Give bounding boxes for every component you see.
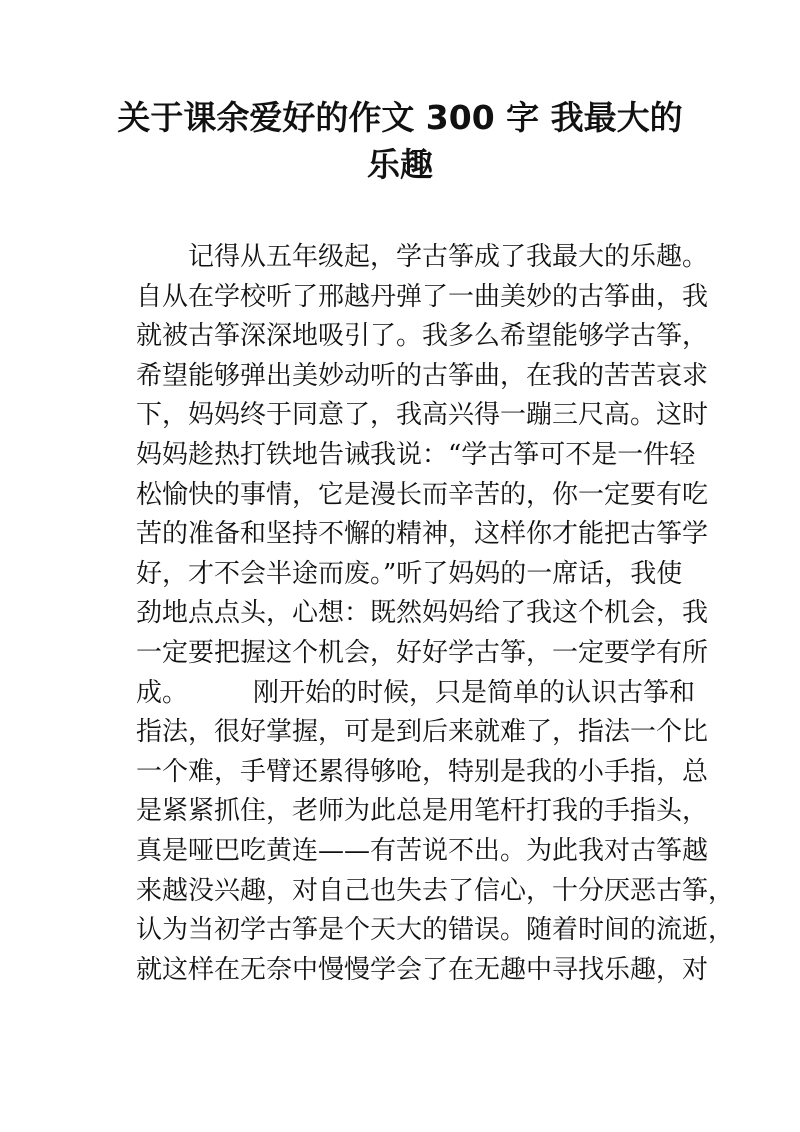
body-line: 指法，很好掌握，可是到后来就难了，指法一个比 <box>136 717 709 748</box>
body-line: 成。 刚开始的时候，只是简单的认识古筝和 <box>136 677 696 708</box>
body-line: 劲地点点头，心想：既然妈妈给了我这个机会，我 <box>136 598 709 629</box>
body-line: 一个难，手臂还累得够呛，特别是我的小手指，总 <box>136 756 709 787</box>
body-line: 认为当初学古筝是个天大的错误。随着时间的流逝， <box>136 915 735 946</box>
body-line: 一定要把握这个机会，好好学古筝，一定要学有所 <box>136 637 709 668</box>
body-line: 下，妈妈终于同意了，我高兴得一蹦三尺高。这时 <box>136 400 709 431</box>
body-line: 苦的准备和坚持不懈的精神，这样你才能把古筝学 <box>136 519 709 550</box>
body-line: 自从在学校听了邢越丹弹了一曲美妙的古筝曲，我 <box>136 281 709 312</box>
body-line: 松愉快的事情，它是漫长而辛苦的，你一定要有吃 <box>136 479 709 510</box>
title-line-1: 关于课余爱好的作文 300 字 我最大的 <box>117 98 683 137</box>
document-title <box>100 94 700 188</box>
body-line: 妈妈趁热打铁地告诫我说：“学古筝可不是一件轻 <box>136 439 696 470</box>
body-line: 来越没兴趣，对自己也失去了信心，十分厌恶古筝， <box>136 875 735 906</box>
body-line: 是紧紧抓住，老师为此总是用笔杆打我的手指头， <box>136 796 709 827</box>
title-line-2: 乐趣 <box>367 145 433 184</box>
essay-body <box>136 238 735 990</box>
body-line: 就被古筝深深地吸引了。我多么希望能够学古筝， <box>136 321 709 352</box>
body-line: 真是哑巴吃黄连——有苦说不出。为此我对古筝越 <box>136 835 709 866</box>
body-line: 就这样在无奈中慢慢学会了在无趣中寻找乐趣，对 <box>136 954 709 985</box>
body-line: 希望能够弹出美妙动听的古筝曲，在我的苦苦哀求 <box>136 360 709 391</box>
body-line: 好，才不会半途而废。”听了妈妈的一席话，我使 <box>136 558 683 589</box>
body-line: 记得从五年级起，学古筝成了我最大的乐趣。 <box>136 242 709 272</box>
